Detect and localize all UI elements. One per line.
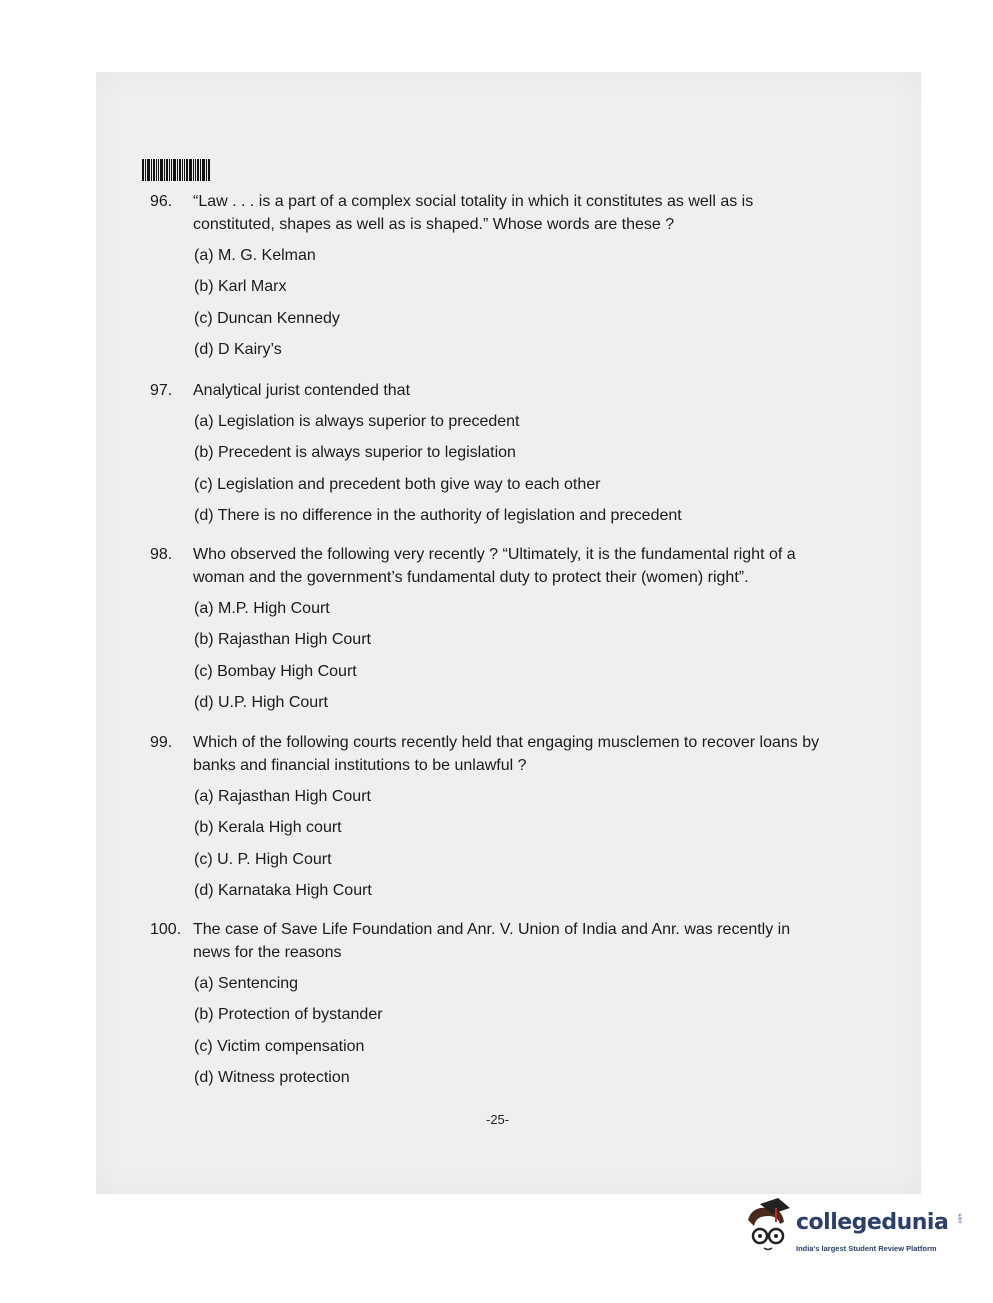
question-number: 98. — [150, 546, 173, 563]
option-c: (c) Legislation and precedent both give way to each other — [194, 475, 601, 493]
question-98 — [150, 543, 825, 722]
option-c: (c) Duncan Kennedy — [194, 309, 340, 327]
question-number: 99. — [150, 734, 173, 751]
options-list — [194, 244, 825, 369]
option-d: (d) U.P. High Court — [194, 693, 328, 711]
option-b: (b) Precedent is always superior to legislation — [194, 444, 516, 462]
question-97 — [150, 379, 825, 535]
option-b: (b) Karl Marx — [194, 278, 287, 296]
option-a: (a) Legislation is always superior to precedent — [194, 413, 520, 430]
question-stem: “Law . . . is a part of a complex social totality in which it constitutes as well as is constituted, shapes as well as is shaped.” Whose words are these ? — [193, 193, 754, 233]
brand-logo[interactable] — [738, 1198, 963, 1262]
question-stem: Which of the following courts recently held that engaging musclemen to recover loans by banks and financial institutions to be unlawful ? — [193, 734, 820, 774]
option-c: (c) Victim compensation — [194, 1037, 365, 1055]
option-b: (b) Protection of bystander — [194, 1006, 383, 1024]
option-a: (a) Sentencing — [194, 975, 299, 992]
question-stem: Who observed the following very recently ? “Ultimately, it is the fundamental right of a woman and the government’s fundamental duty to protect their (women) right”. — [193, 546, 796, 586]
brand-tagline: India's largest Student Review Platform — [796, 1244, 937, 1253]
question-number: 100. — [150, 921, 182, 938]
options-list — [194, 410, 825, 535]
option-d: (d) D Kairy’s — [194, 340, 282, 358]
brand-name: collegedunia — [796, 1210, 949, 1235]
option-b: (b) Rajasthan High Court — [194, 631, 371, 649]
options-list — [194, 597, 825, 722]
question-stem: Analytical jurist contended that — [193, 382, 411, 399]
options-list — [194, 972, 825, 1097]
question-number: 96. — [150, 193, 173, 210]
question-96 — [150, 190, 825, 369]
question-stem: The case of Save Life Foundation and Anr. V. Union of India and Anr. was recently in news for the reasons — [193, 921, 791, 961]
question-99 — [150, 731, 825, 910]
option-c: (c) U. P. High Court — [194, 850, 332, 868]
mascot-icon — [738, 1198, 794, 1258]
option-a: (a) Rajasthan High Court — [194, 788, 371, 805]
option-d: (d) Witness protection — [194, 1068, 350, 1086]
question-number: 97. — [150, 382, 173, 399]
question-100 — [150, 918, 825, 1097]
option-d: (d) Karnataka High Court — [194, 881, 372, 899]
page-number: -25- — [486, 1112, 510, 1127]
option-d: (d) There is no difference in the authority of legislation and precedent — [194, 506, 682, 524]
option-c: (c) Bombay High Court — [194, 662, 357, 680]
option-a: (a) M. G. Kelman — [194, 247, 316, 264]
barcode — [142, 159, 222, 181]
option-b: (b) Kerala High court — [194, 819, 342, 837]
option-a: (a) M.P. High Court — [194, 600, 330, 617]
options-list — [194, 785, 825, 910]
brand-suffix: .com — [957, 1213, 964, 1225]
